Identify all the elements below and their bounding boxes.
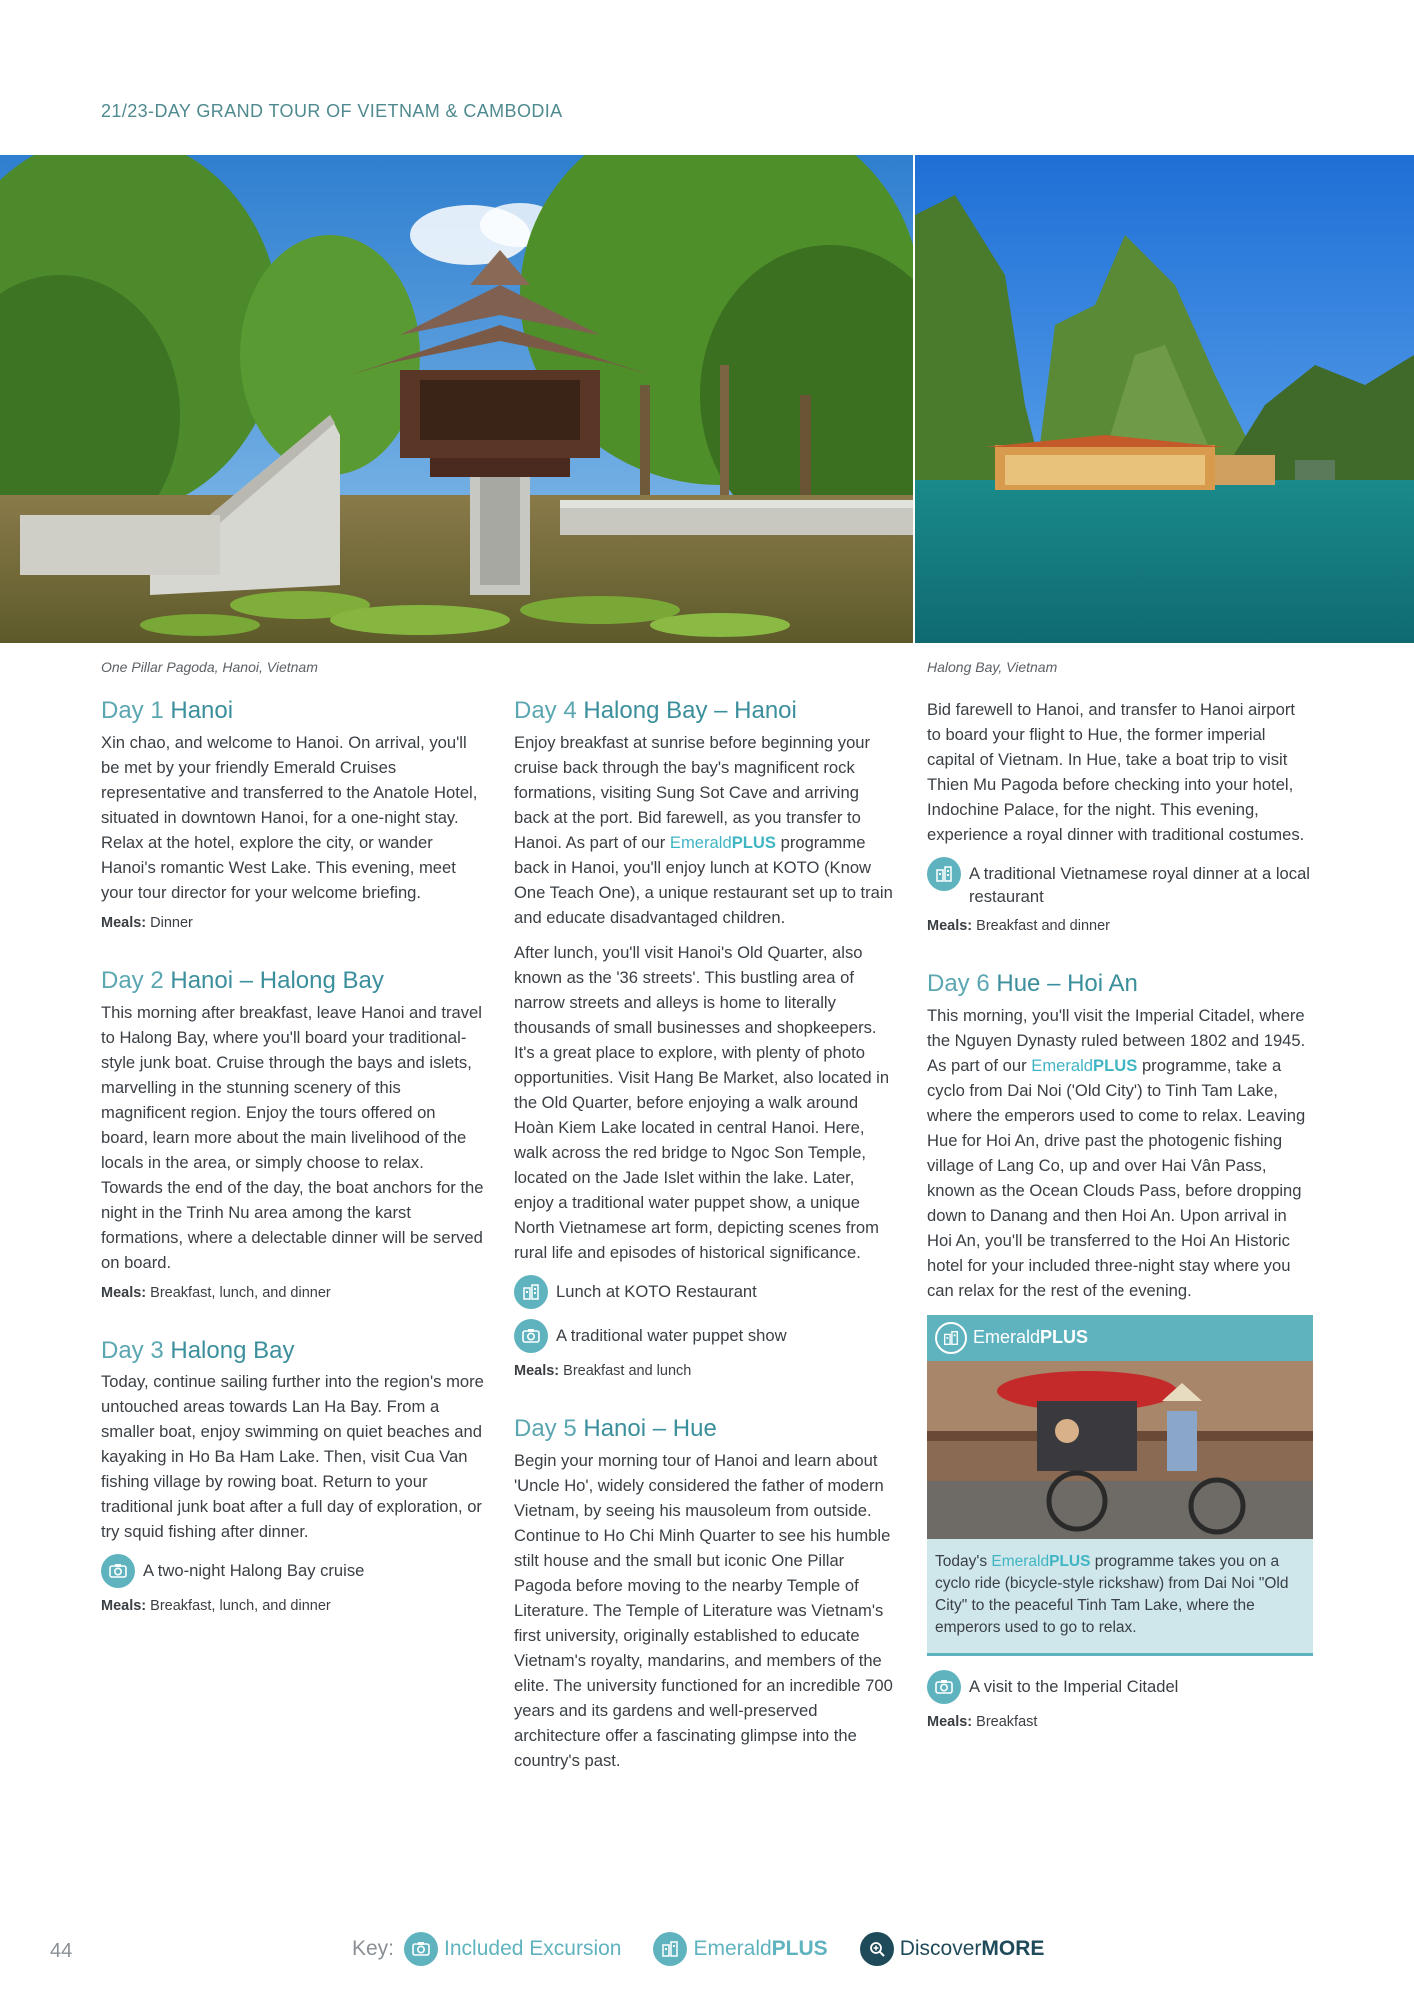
day-2-meals: Meals: Breakfast, lunch, and dinner <box>101 1284 331 1301</box>
itinerary-column-3 <box>927 697 1311 1730</box>
magnifier-icon <box>860 1932 894 1966</box>
day-3-meals: Meals: Breakfast, lunch, and dinner <box>101 1598 331 1615</box>
day-3-description: Today, continue sailing further into the region's more untouched areas towards Lan Ha Bay. From a smaller boat, enjoy swimming on quiet beaches and kayaking in Ho Ba Ham Lake. Then, visit Cua Van fishing village by rowing boat. Return to your traditional junk boat after a full day of exploration, or try squid fishing after dinner. <box>101 1372 484 1542</box>
day-5-heading: Day 5 Hanoi – Hue <box>514 1414 717 1442</box>
key-label: Key: <box>352 1937 395 1960</box>
day-4-heading: Day 4 Halong Bay – Hanoi <box>514 697 797 724</box>
page-number: 44 <box>50 1940 73 1962</box>
emerald-plus-feature-box <box>927 1315 1313 1656</box>
day-4-description: Enjoy breakfast at sunrise before beginning your cruise back through the bay's magnificent rock formations, visiting Sung Sot Cave and arriving back at the port. Bid farewell, as you transfer to Hanoi. As part of our EmeraldPLUS programme back in Hanoi, you'll enjoy lunch at KOTO (Know One Teach One), a unique restaurant set up to train and educate disadvantaged children. <box>514 732 893 927</box>
day-6-meals: Meals: Breakfast <box>927 1713 1038 1730</box>
camera-icon <box>514 1319 548 1353</box>
day-6-description: This morning, you'll visit the Imperial Citadel, where the Nguyen Dynasty ruled between 1802 and 1945. As part of our EmeraldPLUS programme, take a cyclo from Dai Noi ('Old City') to Tinh Tam Lake, where the emperors used to come to relax. Leaving Hue for Hoi An, drive past the photogenic fishing village of Lang Co, up and over Hai Vân Pass, known as the Ocean Clouds Pass, before dropping down to Danang and then Hoi An. Upon arrival in Hoi An, you'll be transferred to the Hoi An Historic hotel for your included three-night stay where you can relax for the rest of the evening. <box>927 1005 1306 1300</box>
day-1-meals: Meals: Dinner <box>101 914 193 931</box>
icon-key-legend <box>352 1932 1076 1966</box>
emerald-plus-box-text: Today's EmeraldPLUS programme takes you on a cyclo ride (bicycle-style rickshaw) from Dai Noi "Old City" to the peaceful Tinh Tam Lake, where the emperors used to go to relax. <box>935 1552 1289 1636</box>
emerald-plus-inline: EmeraldPLUS <box>669 832 776 852</box>
emerald-plus-icon <box>927 857 961 891</box>
day-3-included-excursion: A two-night Halong Bay cruise <box>101 1554 485 1588</box>
left-photo-caption: One Pillar Pagoda, Hanoi, Vietnam <box>101 659 318 675</box>
cyclo-ride-photo <box>927 1361 1313 1539</box>
camera-icon <box>404 1932 438 1966</box>
key-included-excursion: Included Excursion <box>444 1937 622 1960</box>
day-3-heading: Day 3 Halong Bay <box>101 1336 295 1364</box>
key-discover-more: DiscoverMORE <box>899 1937 1045 1960</box>
page-header-title: 21/23-DAY GRAND TOUR OF VIETNAM & CAMBODIA <box>101 101 563 121</box>
itinerary-column-1 <box>101 697 485 1614</box>
day-5-meals: Meals: Breakfast and dinner <box>927 918 1110 934</box>
day-6-included-excursion: A visit to the Imperial Citadel <box>927 1670 1311 1704</box>
emerald-plus-icon <box>653 1932 687 1966</box>
emerald-plus-inline: EmeraldPLUS <box>1031 1055 1138 1075</box>
halong-bay-photo <box>915 155 1414 643</box>
day-4-emerald-plus-feature: Lunch at KOTO Restaurant <box>514 1275 898 1309</box>
emerald-plus-icon <box>514 1275 548 1309</box>
day-4-meals: Meals: Breakfast and lunch <box>514 1362 692 1379</box>
day-5-description-continued: Bid farewell to Hanoi, and transfer to Hanoi airport to board your flight to Hue, the former imperial capital of Vietnam. In Hue, take a boat trip to visit Thien Mu Pagoda before checking into your hotel, Indochine Palace, for the night. This evening, experience a royal dinner with traditional costumes. <box>927 700 1305 844</box>
key-emerald-plus: EmeraldPLUS <box>693 1937 828 1960</box>
camera-icon <box>927 1670 961 1704</box>
day-2-description: This morning after breakfast, leave Hanoi and travel to Halong Bay, where you'll board your traditional-style junk boat. Cruise through the bays and islets, marvelling in the stunning scenery of this magnificent region. Enjoy the tours offered on board, learn more about the main livelihood of the locals in the area, or simply choose to relax. Towards the end of the day, the boat anchors for the night in the Trinh Nu area among the karst formations, where a delectable dinner will be served on board. <box>101 1002 484 1272</box>
day-5-description: Begin your morning tour of Hanoi and learn about 'Uncle Ho', widely considered the father of modern Vietnam, by seeing his mausoleum from outside. Continue to Ho Chi Minh Quarter to see his humble stilt house and the small but iconic One Pillar Pagoda before moving to the nearby Temple of Literature. The Temple of Literature was Vietnam's first university, originally established to educate Vietnam's royalty, mandarins, and members of the elite. The university functioned for an incredible 700 years and its gardens and well-preserved architecture offer a fascinating glimpse into the country's past. <box>514 1450 893 1770</box>
emerald-plus-icon <box>935 1322 967 1354</box>
day-6-heading: Day 6 Hue – Hoi An <box>927 970 1138 997</box>
one-pillar-pagoda-photo <box>0 155 913 643</box>
day-4-description-continued: After lunch, you'll visit Hanoi's Old Quarter, also known as the '36 streets'. This bustling area of narrow streets and alleys is home to literally thousands of small businesses and shopkeepers. It's a great place to explore, with plenty of photo opportunities. Visit Hang Be Market, also located in the Old Quarter, before enjoying a walk around Hoàn Kiem Lake located in central Hanoi. Here, walk across the red bridge to Ngoc Son Temple, located on the Jade Islet within the lake. Later, enjoy a traditional water puppet show, a unique North Vietnamese art form, depicting scenes from rural life and episodes of historical significance. <box>514 942 890 1262</box>
right-photo-caption: Halong Bay, Vietnam <box>927 659 1058 675</box>
day-5-emerald-plus-feature: A traditional Vietnamese royal dinner at a local restaurant <box>927 857 1311 908</box>
itinerary-column-2 <box>514 697 898 1773</box>
emerald-plus-box-header: Emerald PLUS <box>927 1315 1313 1361</box>
day-2-heading: Day 2 Hanoi – Halong Bay <box>101 966 384 994</box>
day-4-included-excursion: A traditional water puppet show <box>514 1319 898 1353</box>
day-1-description: Xin chao, and welcome to Hanoi. On arrival, you'll be met by your friendly Emerald Cruises representative and transferred to the Anatole Hotel, situated in downtown Hanoi, for a one-night stay. Relax at the hotel, explore the city, or wander Hanoi's romantic West Lake. This evening, meet your tour director for your welcome briefing. <box>101 732 478 902</box>
day-1-heading: Day 1 Hanoi <box>101 697 234 724</box>
camera-icon <box>101 1554 135 1588</box>
